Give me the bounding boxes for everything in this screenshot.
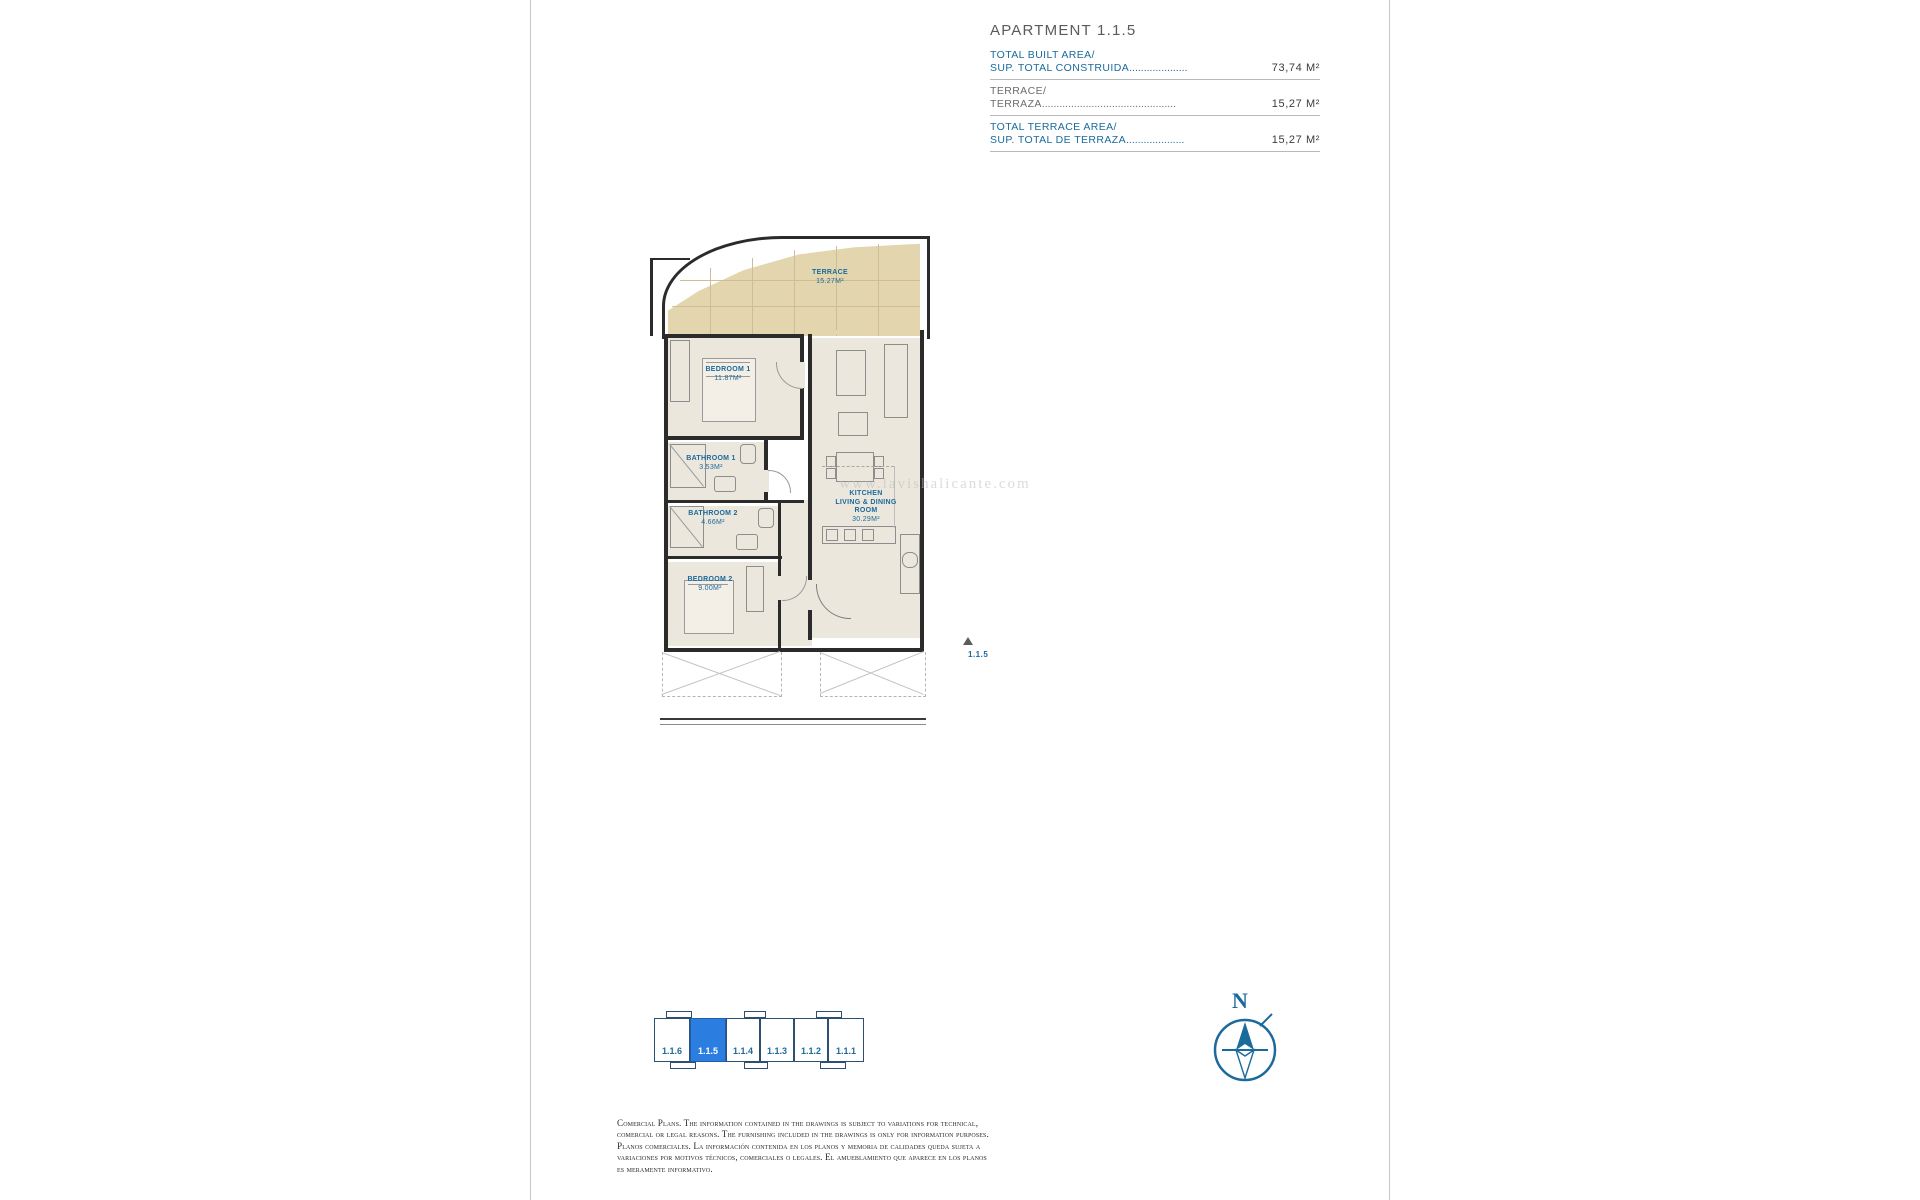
dining-chair-2 [826, 468, 836, 479]
total-terrace-label-es: SUP. TOTAL DE TERRAZA [990, 134, 1126, 146]
entrance-arrow-icon [963, 637, 973, 645]
kitchen-unit-1 [826, 529, 838, 541]
keyplan-unit-112[interactable] [794, 1018, 828, 1062]
bathroom-1-sink [714, 476, 736, 492]
bathroom-2-label-area: 4.66M² [701, 518, 725, 526]
terrace-label-name: TERRACE [812, 269, 848, 276]
kitchen-unit-3 [862, 529, 874, 541]
keyplan-unit-115-label: 1.1.5 [697, 1046, 719, 1056]
keyplan-unit-113-label: 1.1.3 [766, 1046, 788, 1056]
keyplan-unit-111-label: 1.1.1 [835, 1046, 857, 1056]
keyplan-unit-115[interactable] [690, 1018, 726, 1062]
door-gap-living [808, 580, 813, 610]
title-block [990, 22, 1320, 157]
total-terrace-row [990, 121, 1320, 147]
title-divider-1 [990, 78, 1320, 80]
living-room-label-area: 30.29M² [852, 515, 880, 523]
terrace-dots: .............................................. [1041, 98, 1177, 110]
key-plan [648, 1000, 888, 1080]
bathroom-2-wc [758, 508, 774, 528]
living-sideboard [884, 344, 908, 418]
north-letter: N [1232, 988, 1248, 1013]
kitchen-dash-guide [822, 466, 894, 467]
living-sofa [836, 350, 866, 396]
wall-bed1-bottom [664, 436, 804, 440]
bed-1-pillow [706, 362, 750, 363]
bathroom-2-sink [736, 534, 758, 550]
wall-right-outer [920, 330, 924, 652]
total-terrace-value: 15,27 M² [1271, 134, 1320, 146]
built-area-label-en: TOTAL BUILT AREA/ [990, 49, 1095, 61]
living-room-label [826, 490, 906, 524]
wall-left-outer [664, 336, 668, 652]
wall-top-interior [664, 334, 804, 338]
living-coffee-table [838, 412, 868, 436]
sheet-right-border [1389, 0, 1390, 1200]
wall-bath-divider [664, 500, 804, 503]
terrace-left-stub-top [650, 258, 690, 260]
disclaimer-line-2: comercial or legal reasons. The furnishing included in the drawings is only for information purposes. [617, 1129, 989, 1140]
bathroom-1-label [676, 455, 746, 472]
keyplan-nub-top-2 [744, 1011, 766, 1018]
built-area-row [990, 49, 1320, 75]
kitchen-hob [902, 552, 918, 568]
bathroom-2-label-name: BATHROOM 2 [688, 510, 738, 517]
keyplan-unit-114-label: 1.1.4 [732, 1046, 754, 1056]
sheet-left-border [530, 0, 531, 1200]
kitchen-unit-2 [844, 529, 856, 541]
keyplan-unit-113[interactable] [760, 1018, 794, 1062]
keyplan-unit-112-label: 1.1.2 [800, 1046, 822, 1056]
apartment-title [990, 22, 1320, 39]
disclaimer-line-4: variaciones por motivos técnicos, comerciales o legales. El amueblamiento que aparece en los planos [617, 1152, 987, 1163]
living-room-label-line1: KITCHEN [849, 490, 883, 497]
built-area-value: 73,74 M² [1271, 62, 1320, 74]
terrace-row [990, 85, 1320, 111]
apartment-title-label: APARTMENT [990, 22, 1092, 39]
total-terrace-label-en: TOTAL TERRACE AREA/ [990, 121, 1117, 133]
bathroom-1-label-name: BATHROOM 1 [686, 455, 736, 462]
terrace-label [790, 269, 870, 286]
living-room-label-line2: LIVING & DINING [835, 498, 897, 506]
built-area-label-es: SUP. TOTAL CONSTRUIDA [990, 62, 1130, 74]
terrace-label-en: TERRACE/ [990, 85, 1047, 97]
disclaimer-line-1: Comercial Plans. The information contained in the drawings is subject to variations for technical, [617, 1118, 979, 1128]
title-divider-3 [990, 150, 1320, 152]
keyplan-unit-116-label: 1.1.6 [661, 1046, 683, 1056]
door-swing-bath1 [768, 470, 791, 493]
bedroom-2-label-name: BEDROOM 2 [687, 576, 733, 583]
keyplan-unit-116[interactable] [654, 1018, 690, 1062]
built-area-dots: .................... [1129, 62, 1188, 74]
keyplan-nub-top-3 [816, 1011, 842, 1018]
bedroom-1-label-name: BEDROOM 1 [705, 366, 751, 373]
bedroom-1-wardrobe [670, 340, 690, 402]
bathroom-2-label [678, 510, 748, 527]
disclaimer-line-3: Planos comerciales. La información contenida en los planos y memoria de calidades queda sujeta a [617, 1140, 981, 1151]
terrace-left-stub [650, 258, 653, 336]
bedroom-1-label [688, 366, 768, 383]
keyplan-nub-bottom-1 [670, 1062, 696, 1069]
terrace-value: 15,27 M² [1271, 98, 1320, 110]
bedroom-1-label-area: 11.87M² [714, 374, 742, 382]
bedroom-2-label [670, 576, 750, 593]
dining-table [836, 452, 874, 482]
section-line-1 [660, 718, 926, 720]
unit-tag: 1.1.5 [968, 650, 989, 659]
apartment-title-number: 1.1.5 [1097, 22, 1137, 39]
keyplan-nub-bottom-3 [820, 1062, 846, 1069]
north-arrow [1200, 988, 1290, 1088]
living-room-label-line3: ROOM [854, 507, 878, 514]
total-terrace-dots: .................... [1126, 134, 1185, 146]
disclaimer [617, 1118, 1307, 1175]
bedroom-2-label-area: 9.00M² [698, 584, 722, 592]
watermark: www.lavishalicante.com [839, 476, 1031, 492]
floor-plan [640, 180, 1280, 720]
door-gap-terrace [826, 330, 878, 335]
wall-bath2-bottom [664, 556, 782, 559]
keyplan-nub-top-1 [666, 1011, 692, 1018]
disclaimer-line-5: es meramente informativo. [617, 1163, 713, 1174]
keyplan-nub-bottom-2 [744, 1062, 768, 1069]
terrace-outer-wall [662, 236, 930, 339]
title-divider-2 [990, 114, 1320, 116]
wall-bed2-right [778, 562, 781, 648]
terrace-label-area: 15.27M² [816, 277, 844, 285]
dining-chair-4 [874, 468, 884, 479]
wall-corridor-right [778, 500, 781, 562]
section-line-2 [660, 724, 926, 725]
keyplan-unit-114[interactable] [726, 1018, 760, 1062]
keyplan-unit-111[interactable] [828, 1018, 864, 1062]
bathroom-1-label-area: 3.53M² [699, 463, 723, 471]
terrace-label-es: TERRAZA [990, 98, 1042, 110]
